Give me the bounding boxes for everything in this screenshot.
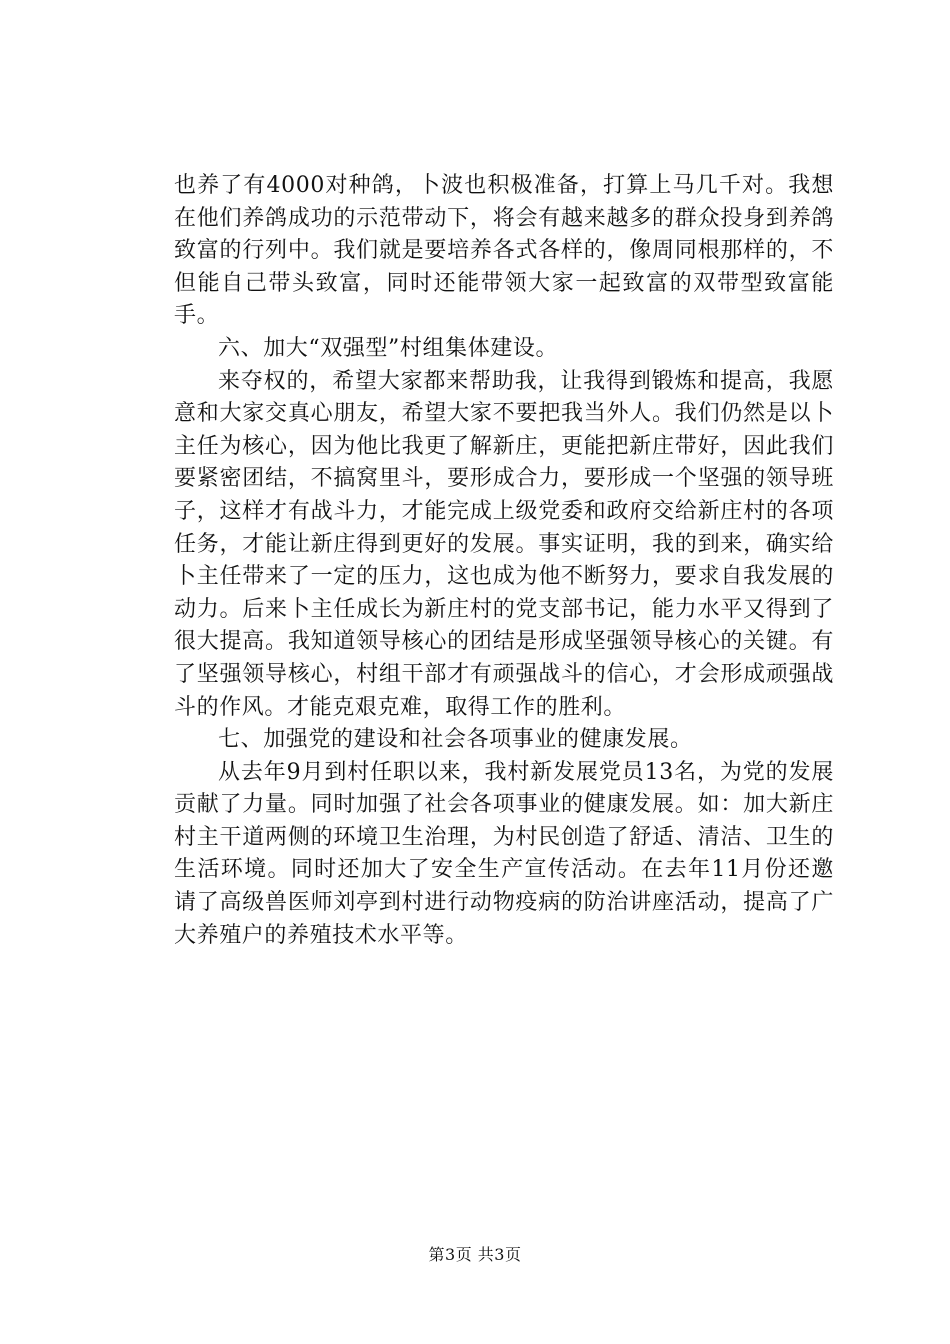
paragraph-continuation: 也养了有4000对种鸽，卜波也积极准备，打算上马几千对。我想在他们养鸽成功的示范带动下，将会有越来越多的群众投身到养鸽致富的行列中。我们就是要培养各式各样的，像周同根那样的，不但能自己带头致富，同时还能带领大家一起致富的双带型致富能手。 <box>174 173 834 329</box>
paragraph-leadership: 来夺权的，希望大家都来帮助我，让我得到锻炼和提高，我愿意和大家交真心朋友，希望大家不要把我当外人。我们仍然是以卜主任为核心，因为他比我更了解新庄，更能把新庄带好，因此我们要紧密团结，不搞窝里斗，要形成合力，要形成一个坚强的领导班子，这样才有战斗力，才能完成上级党委和政府交给新庄村的各项任务，才能让新庄得到更好的发展。事实证明，我的到来，确实给卜主任带来了一定的压力，这也成为他不断努力，要求自我发展的动力。后来卜主任成长为新庄村的党支部书记，能力水平又得到了很大提高。我知道领导核心的团结是形成坚强领导核心的关键。有了坚强领导核心，村组干部才有顽强战斗的信心，才会形成顽强战斗的作风。才能克艰克难，取得工作的胜利。 <box>174 368 834 720</box>
document-body <box>174 170 834 952</box>
section-heading-six: 六、加大“双强型”村组集体建设。 <box>218 335 559 361</box>
page-footer: 第3页 共3页 <box>428 1245 522 1264</box>
paragraph-party-building: 从去年9月到村任职以来，我村新发展党员13名，为党的发展贡献了力量。同时加强了社会各项事业的健康发展。如：加大新庄村主干道两侧的环境卫生治理，为村民创造了舒适、清洁、卫生的生活环境。同时还加大了安全生产宣传活动。在去年11月份还邀请了高级兽医师刘亭到村进行动物疫病的防治讲座活动，提高了广大养殖户的养殖技术水平等。 <box>174 759 834 948</box>
section-heading-seven: 七、加强党的建设和社会各项事业的健康发展。 <box>218 727 693 753</box>
